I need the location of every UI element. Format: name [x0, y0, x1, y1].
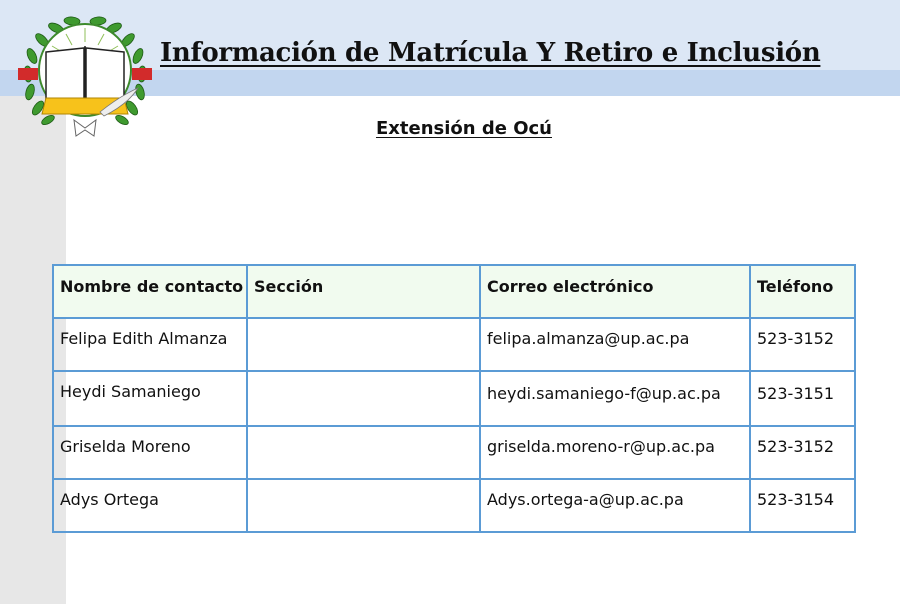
table-row	[53, 426, 855, 479]
email-cell[interactable]: griselda.moreno-r@up.ac.pa	[480, 426, 750, 479]
column-header-contact-name: Nombre de contacto	[53, 265, 247, 318]
table-header-row	[53, 265, 855, 318]
section-cell	[247, 318, 480, 371]
page-title: Información de Matrícula Y Retiro e Inclusión	[160, 38, 821, 68]
contacts-table	[52, 264, 856, 533]
email-cell[interactable]: heydi.samaniego-f@up.ac.pa	[480, 371, 750, 426]
column-header-email: Correo electrónico	[480, 265, 750, 318]
email-cell[interactable]: felipa.almanza@up.ac.pa	[480, 318, 750, 371]
section-cell	[247, 371, 480, 426]
contact-name-cell: Griselda Moreno	[53, 426, 247, 479]
column-header-phone: Teléfono	[750, 265, 855, 318]
contact-name-cell: Felipa Edith Almanza	[53, 318, 247, 371]
column-header-section: Sección	[247, 265, 480, 318]
phone-cell: 523-3152	[750, 318, 855, 371]
table-row	[53, 479, 855, 532]
email-cell[interactable]: Adys.ortega-a@up.ac.pa	[480, 479, 750, 532]
section-title: Extensión de Ocú	[375, 118, 552, 139]
section-cell	[247, 426, 480, 479]
contact-name-cell: Heydi Samaniego	[53, 371, 247, 426]
section-cell	[247, 479, 480, 532]
phone-cell: 523-3154	[750, 479, 855, 532]
phone-cell: 523-3151	[750, 371, 855, 426]
table-row	[53, 371, 855, 426]
phone-cell: 523-3152	[750, 426, 855, 479]
contact-name-cell: Adys Ortega	[53, 479, 247, 532]
table-row	[53, 318, 855, 371]
